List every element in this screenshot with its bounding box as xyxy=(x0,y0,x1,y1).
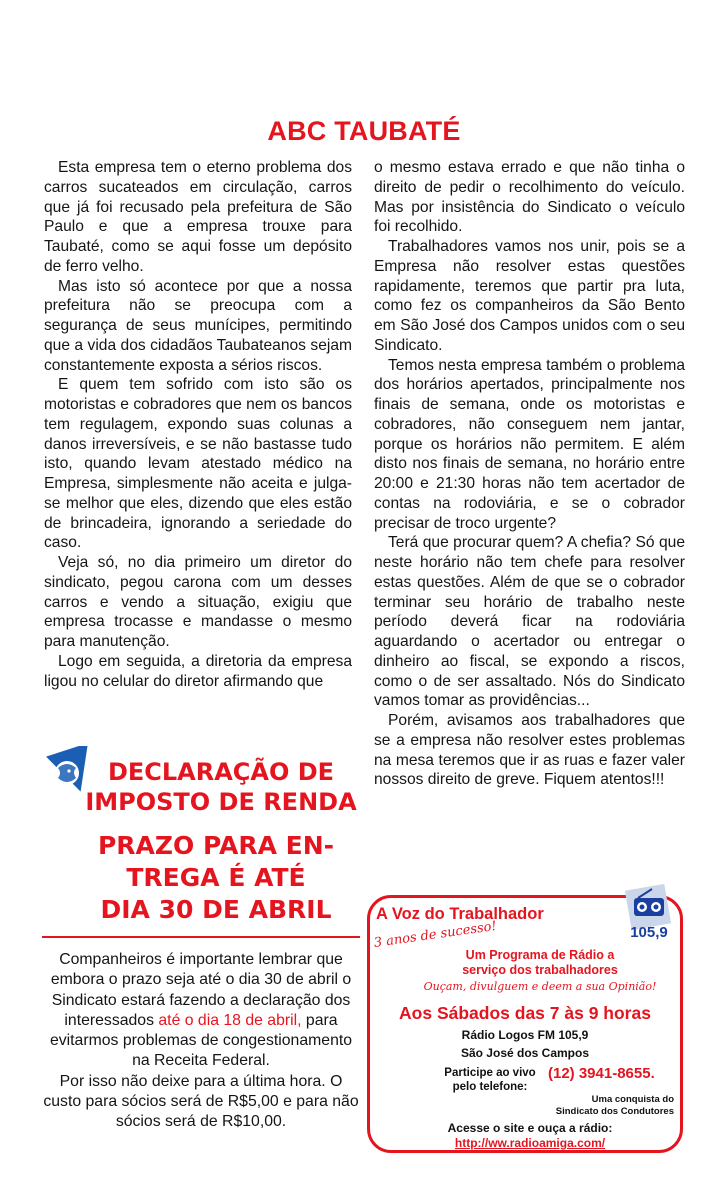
radio-participate-line: Participe ao vivo xyxy=(444,1067,536,1079)
radio-tagline: 3 anos de sucesso! xyxy=(372,918,498,951)
radio-credit: Sindicato dos Condutores xyxy=(555,1106,674,1117)
tax-text: Companheiros é importante lembrar que embora o prazo seja até o dia 30 de abril o Sindicato estará fazendo a declaração dos interessados xyxy=(50,951,352,1029)
radio-program: Um Programa de Rádio a xyxy=(465,948,615,962)
article-paragraph: o mesmo estava errado e que não tinha o direito de pedir o recolhimento do veículo. Mas por insistência do Sindicato o veículo foi recolhido. xyxy=(374,159,685,236)
radio-title: A Voz do Trabalhador xyxy=(376,905,544,923)
radio-program: serviço dos trabalhadores xyxy=(462,963,618,977)
tax-notice-paragraph xyxy=(42,950,360,1072)
tax-deadline: PRAZO PARA EN- xyxy=(97,831,335,860)
radio-ad-box xyxy=(367,895,683,1153)
tax-notice-paragraph: Por isso não deixe para a última hora. O custo para sócios será de R$5,00 e para não sócios será de R$10,00. xyxy=(43,1072,359,1131)
article-paragraph: Esta empresa tem o eterno problema dos carros sucateados em circulação, carros que já foi recusado pela prefeitura de São Paulo e que a empresa trouxe para Taubaté, como se aqui fosse um depósito de ferro velho. xyxy=(44,159,352,275)
tax-text: para evitarmos problemas de congestionamento na Receita Federal. xyxy=(49,1011,353,1070)
article-title: ABC TAUBATÉ xyxy=(267,116,461,146)
article-paragraph: Porém, avisamos aos trabalhadores que se a empresa não resolver estes problemas na mesa teremos que ir as ruas e fazer valer nossos direito de greve. Fiquem atentos!!! xyxy=(374,712,685,789)
radio-frequency: 105,9 xyxy=(630,924,668,941)
tax-heading: DECLARAÇÃO DE xyxy=(107,758,335,786)
radio-site-label: Acesse o site e ouça a rádio: xyxy=(447,1121,613,1135)
article-paragraph: Mas isto só acontece por que a nossa prefeitura não se preocupa com a segurança de seus munícipes, permitindo que a vida dos cidadãos Taubateanos sejam constantemente exposta a sérios riscos. xyxy=(44,277,352,374)
tax-notice-body xyxy=(42,950,360,1133)
article-paragraph: Trabalhadores vamos nos unir, pois se a Empresa não resolver estas questões rapidamente, teremos que partir pra luta, como fez os companheiros da São Bento em São José dos Campos unidos com o seu Sindicato. xyxy=(374,238,685,354)
radio-credit: Uma conquista do xyxy=(591,1094,674,1105)
article-paragraph: E quem tem sofrido com isto são os motoristas e cobradores que nem os bancos tem regulagem, expondo suas colunas a danos irreversíveis, e se não bastasse tudo isto, quando levam atestado médico na Empresa, simplesmente não aceita e julga-se melhor que eles, dizendo que eles estão de brincadeira, ignorando a seriedade do caso. xyxy=(44,376,352,552)
tax-deadline: TREGA É ATÉ xyxy=(126,863,306,892)
radio-station: Rádio Logos FM 105,9 xyxy=(461,1028,589,1042)
article-paragraph: Veja só, no dia primeiro um diretor do sindicato, pegou carona com um desses carros e vendo a situação, exigiu que empresa trocasse e mandasse o mesmo para manutenção. xyxy=(44,554,352,650)
radio-site-link[interactable]: http://ww.radioamiga.com/ xyxy=(454,1136,606,1150)
radio-tagline: Ouçam, divulguem e deem a sua Opinião! xyxy=(423,980,657,993)
tax-highlight: até o dia 18 de abril, xyxy=(158,1011,302,1029)
article-paragraph: Logo em seguida, a diretoria da empresa ligou no celular do diretor afirmando que xyxy=(44,652,352,690)
radio-participate xyxy=(430,1066,550,1094)
article-column-right xyxy=(374,158,685,790)
article-paragraph: Temos nesta empresa também o problema dos horários apertados, principalmente nos finais de semana, onde os motoristas e cobradores, não conseguem nem jantar, porque os horários não permitem. E além disto nos finais de semana, no horário entre 20:00 e 21:30 horas não tem acertador de contas na rodoviária, e se o cobrador precisar de troco urgente? xyxy=(374,356,685,532)
tax-deadline: DIA 30 DE ABRIL xyxy=(100,895,332,924)
tax-heading: IMPOSTO DE RENDA xyxy=(85,788,357,816)
radio-participate-line: pelo telefone: xyxy=(452,1081,528,1093)
radio-schedule: Aos Sábados das 7 às 9 horas xyxy=(399,1003,651,1023)
radio-phone: (12) 3941-8655. xyxy=(548,1065,655,1082)
radio-station: São José dos Campos xyxy=(460,1046,590,1060)
article-column-left xyxy=(44,158,352,691)
divider xyxy=(42,936,360,938)
article-paragraph: Terá que procurar quem? A chefia? Só que neste horário não tem chefe para resolver estas questões. Além de que se o cobrador terminar seu horário de trabalho neste período deverá ficar na rodoviária aguardando o acertador ou entregar o dinheiro ao fiscal, se expondo a riscos, como o de ser assaltado. Nós do Sindicato vamos tomar as providências... xyxy=(374,534,685,710)
